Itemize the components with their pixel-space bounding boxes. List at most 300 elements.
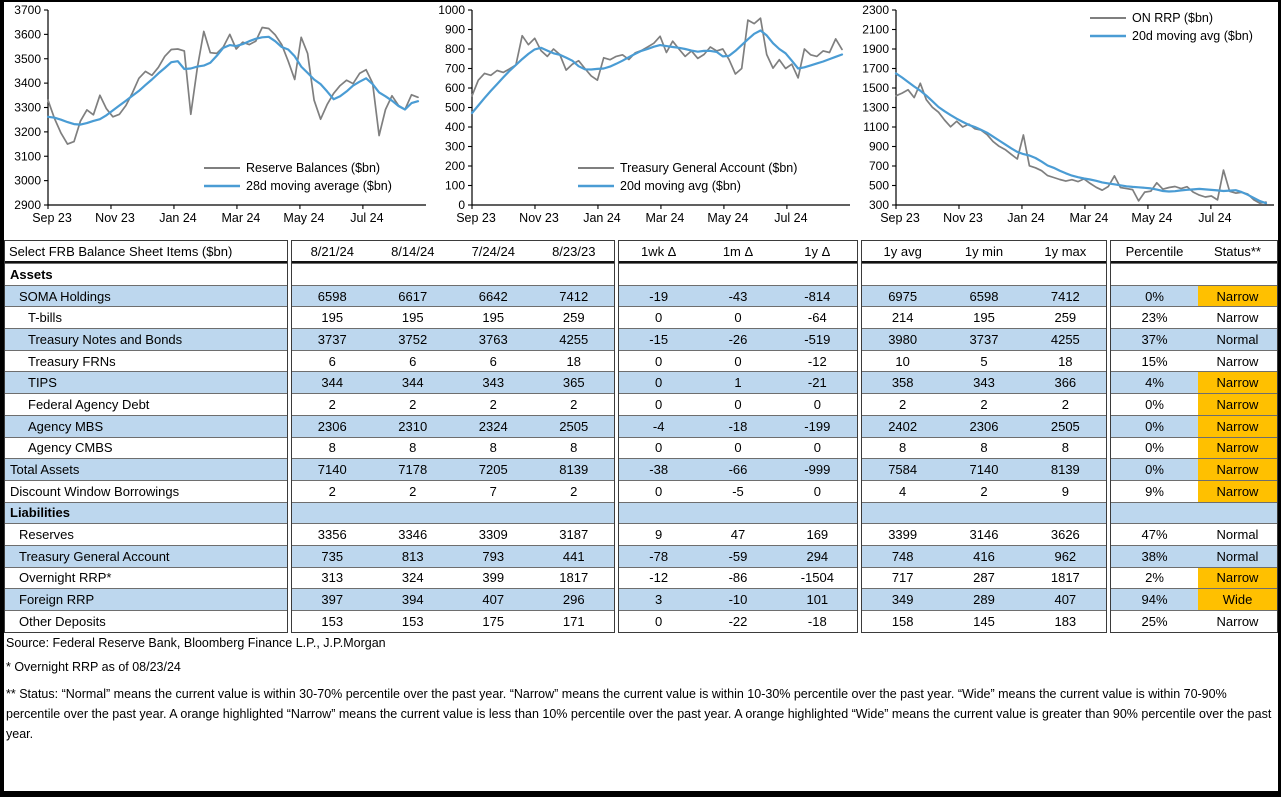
value-cell: -86 — [728, 570, 748, 586]
table-row-discount-window-borrowings — [292, 480, 614, 502]
value-cell: -78 — [649, 548, 669, 564]
value-cell: 0% — [1145, 462, 1164, 478]
value-cell: 0 — [813, 396, 821, 412]
table-row-t-bills — [292, 306, 614, 328]
x-tick-label: Mar 24 — [221, 211, 261, 225]
value-cell: 94% — [1141, 592, 1168, 608]
value-cell: 2 — [570, 483, 578, 499]
value-cell: -4 — [652, 418, 665, 434]
table-row-other-deposits — [292, 610, 614, 632]
value-cell: 259 — [562, 310, 585, 326]
table-row-federal-agency-debt — [292, 393, 614, 415]
column-header: 8/14/24 — [391, 243, 435, 259]
value-cell: 2306 — [317, 418, 347, 434]
value-cell: 6 — [409, 353, 417, 369]
status-cell: Narrow — [1198, 568, 1277, 589]
table-row-treasury-frns — [1111, 350, 1277, 372]
value-cell: 358 — [891, 375, 914, 391]
value-cell: 2402 — [888, 418, 918, 434]
table-row-agency-mbs — [292, 415, 614, 437]
table-group-stats — [861, 240, 1107, 633]
column-header: 8/23/23 — [552, 243, 596, 259]
value-cell: -64 — [807, 310, 827, 326]
value-cell: 145 — [973, 613, 995, 629]
chart-on-rrp — [852, 2, 1276, 235]
value-cell: 195 — [482, 310, 505, 326]
value-cell: 748 — [891, 548, 914, 564]
status-cell: Narrow — [1198, 416, 1277, 437]
column-header: 7/24/24 — [471, 243, 515, 259]
table-row-assets — [619, 263, 857, 285]
value-cell: 2 — [1061, 396, 1069, 412]
value-cell: 2306 — [969, 418, 999, 434]
chart-svg-reserve-balances — [4, 2, 428, 235]
value-cell: 2 — [409, 396, 417, 412]
x-tick-label: Sep 23 — [456, 211, 496, 225]
value-cell: -15 — [649, 331, 669, 347]
table-header-row — [1111, 241, 1277, 263]
value-cell: 2505 — [1050, 418, 1080, 434]
value-cell: -18 — [807, 613, 827, 629]
table-row-t-bills — [619, 306, 857, 328]
table-row-discount-window-borrowings — [619, 480, 857, 502]
table-row-agency-cmbs — [5, 437, 287, 459]
table-row-soma-holdings — [5, 285, 287, 307]
y-tick-label: 700 — [868, 159, 889, 173]
value-cell: 158 — [891, 613, 914, 629]
y-tick-label: 900 — [868, 139, 889, 154]
value-cell: 394 — [401, 592, 424, 608]
legend-label: 28d moving average ($bn) — [246, 179, 392, 193]
table-row-federal-agency-debt — [1111, 393, 1277, 415]
value-cell: -26 — [728, 331, 748, 347]
table-group-levels — [291, 240, 615, 633]
y-tick-label: 2100 — [862, 22, 889, 37]
value-cell: 7412 — [559, 288, 589, 304]
row-label: Agency CMBS — [28, 440, 113, 456]
value-cell: 343 — [482, 375, 505, 391]
column-header: Percentile — [1125, 243, 1184, 259]
y-tick-label: 3100 — [14, 149, 41, 164]
column-header: Status** — [1214, 243, 1261, 259]
status-cell: Narrow — [1216, 353, 1259, 369]
x-tick-label: Mar 24 — [645, 211, 685, 225]
table-row-agency-cmbs — [619, 437, 857, 459]
value-cell: 3309 — [478, 527, 508, 543]
value-cell: 0 — [655, 483, 663, 499]
x-tick-label: Nov 23 — [519, 211, 559, 225]
value-cell: 18 — [566, 353, 581, 369]
value-cell: 6598 — [969, 288, 999, 304]
value-cell: 813 — [401, 548, 424, 564]
table-row-tips — [292, 371, 614, 393]
table-row-t-bills — [5, 306, 287, 328]
chart-svg-treasury-general-account — [428, 2, 852, 235]
value-cell: 397 — [321, 592, 344, 608]
value-cell: -43 — [728, 288, 748, 304]
value-cell: 2 — [899, 396, 907, 412]
value-cell: 0 — [655, 353, 663, 369]
table-row-tips — [862, 371, 1106, 393]
value-cell: 2 — [409, 483, 417, 499]
value-cell: 2505 — [559, 418, 589, 434]
value-cell: 7140 — [317, 462, 347, 478]
y-tick-label: 2300 — [862, 3, 889, 17]
value-cell: 195 — [401, 310, 424, 326]
value-cell: 7205 — [478, 462, 508, 478]
y-tick-label: 500 — [868, 178, 889, 193]
value-cell: 1817 — [1050, 570, 1080, 586]
y-tick-label: 900 — [444, 22, 465, 37]
value-cell: -10 — [728, 592, 748, 608]
row-label: Federal Agency Debt — [28, 396, 150, 412]
table-row-overnight-rrp — [862, 567, 1106, 589]
table-row-soma-holdings — [292, 285, 614, 307]
value-cell: 195 — [321, 310, 344, 326]
value-cell: 324 — [401, 570, 424, 586]
table-row-overnight-rrp — [619, 567, 857, 589]
y-tick-label: 0 — [458, 198, 465, 212]
row-label: Assets — [10, 266, 53, 282]
value-cell: 717 — [891, 570, 914, 586]
table-title: Select FRB Balance Sheet Items ($bn) — [9, 243, 233, 259]
value-cell: 0% — [1145, 440, 1164, 456]
table-row-liabilities — [5, 502, 287, 524]
row-label: TIPS — [28, 375, 57, 391]
status-cell: Normal — [1216, 331, 1259, 347]
value-cell: -59 — [728, 548, 748, 564]
value-cell: 8 — [328, 440, 336, 456]
overnight-rrp-note: * Overnight RRP as of 08/23/24 — [6, 659, 181, 674]
y-tick-label: 100 — [444, 178, 465, 193]
value-cell: 15% — [1141, 353, 1168, 369]
x-tick-label: May 24 — [283, 211, 325, 225]
value-cell: 195 — [973, 310, 995, 326]
table-row-other-deposits — [862, 610, 1106, 632]
value-cell: 287 — [973, 570, 995, 586]
value-cell: -21 — [807, 375, 827, 391]
x-tick-label: Mar 24 — [1069, 211, 1109, 225]
table-row-overnight-rrp — [1111, 567, 1277, 589]
column-header: 1m Δ — [722, 243, 754, 259]
y-tick-label: 700 — [444, 61, 465, 76]
value-cell: 8 — [570, 440, 578, 456]
x-tick-label: Sep 23 — [880, 211, 920, 225]
table-row-liabilities — [862, 502, 1106, 524]
table-row-federal-agency-debt — [862, 393, 1106, 415]
value-cell: 0 — [655, 375, 663, 391]
value-cell: 4255 — [559, 331, 589, 347]
value-cell: 3737 — [969, 331, 999, 347]
x-tick-label: Jul 24 — [350, 211, 384, 225]
table-row-liabilities — [619, 502, 857, 524]
value-cell: 962 — [1054, 548, 1077, 564]
charts-row — [4, 2, 1278, 236]
legend-label: Reserve Balances ($bn) — [246, 161, 381, 175]
value-cell: 169 — [806, 527, 829, 543]
value-cell: 3399 — [888, 527, 918, 543]
value-cell: 8139 — [1050, 462, 1080, 478]
value-cell: 313 — [321, 570, 344, 586]
value-cell: 0 — [655, 613, 663, 629]
value-cell: 2 — [328, 483, 336, 499]
value-cell: -66 — [728, 462, 748, 478]
value-cell: 7412 — [1050, 288, 1080, 304]
status-cell: Wide — [1198, 589, 1277, 610]
x-tick-label: Jul 24 — [774, 211, 808, 225]
value-cell: 407 — [1054, 592, 1077, 608]
value-cell: 6 — [489, 353, 497, 369]
value-cell: 2 — [980, 483, 988, 499]
table-row-liabilities — [292, 502, 614, 524]
table-row-treasury-frns — [5, 350, 287, 372]
table-row-treasury-frns — [862, 350, 1106, 372]
status-cell: Narrow — [1216, 310, 1259, 326]
table-row-tips — [1111, 371, 1277, 393]
table-row-treasury-general-account — [862, 545, 1106, 567]
y-tick-label: 800 — [444, 42, 465, 56]
value-cell: 344 — [321, 375, 344, 391]
value-cell: 7584 — [888, 462, 918, 478]
table-row-reserves — [619, 523, 857, 545]
x-tick-label: Jan 24 — [1007, 211, 1045, 225]
value-cell: -199 — [804, 418, 831, 434]
y-tick-label: 3000 — [14, 173, 41, 188]
value-cell: 6642 — [478, 288, 508, 304]
value-cell: 101 — [806, 592, 829, 608]
status-cell: Narrow — [1198, 394, 1277, 415]
x-tick-label: Jul 24 — [1198, 211, 1232, 225]
y-tick-label: 1000 — [438, 3, 465, 17]
value-cell: 0 — [813, 483, 821, 499]
value-cell: 8 — [409, 440, 417, 456]
status-definition-note: ** Status: “Normal” means the current value is within 30-70% percentile over the past year. “Narrow” means the current value is within 10-30% percentile over the past year. “Wide” means the current value is within 70-90% percentile over the past year. A orange highlighted “Narrow” means the current value is less than 10% percentile over the past year. A orange highlighted “Wide” means the current value is greater than 90% percentile over the past year. — [6, 686, 1272, 741]
row-label: Foreign RRP — [19, 592, 95, 608]
value-cell: 366 — [1054, 375, 1077, 391]
y-tick-label: 3400 — [14, 76, 41, 91]
legend-label: Treasury General Account ($bn) — [620, 161, 798, 175]
table-row-assets — [1111, 263, 1277, 285]
value-cell: 23% — [1141, 310, 1168, 326]
table-row-discount-window-borrowings — [862, 480, 1106, 502]
chart-svg-on-rrp — [852, 2, 1276, 235]
value-cell: 47 — [730, 527, 746, 543]
table-row-treasury-general-account — [1111, 545, 1277, 567]
value-cell: 9 — [1061, 483, 1069, 499]
y-tick-label: 300 — [444, 139, 465, 154]
value-cell: 0 — [655, 396, 663, 412]
row-label: Treasury Notes and Bonds — [28, 331, 183, 347]
table-row-soma-holdings — [862, 285, 1106, 307]
table-row-other-deposits — [1111, 610, 1277, 632]
y-tick-label: 300 — [868, 198, 889, 212]
value-cell: 8 — [489, 440, 497, 456]
y-tick-label: 2900 — [14, 198, 41, 212]
table-row-federal-agency-debt — [5, 393, 287, 415]
value-cell: 183 — [1054, 613, 1077, 629]
value-cell: 47% — [1141, 527, 1168, 543]
value-cell: 0 — [813, 440, 821, 456]
table-header-row — [619, 241, 857, 263]
value-cell: 6 — [328, 353, 336, 369]
table-row-assets — [5, 263, 287, 285]
value-cell: 153 — [321, 613, 344, 629]
value-cell: 3737 — [317, 331, 347, 347]
value-cell: 2% — [1145, 570, 1164, 586]
row-label: Treasury General Account — [19, 548, 170, 564]
status-cell: Narrow — [1198, 438, 1277, 459]
table-row-tips — [5, 371, 287, 393]
y-tick-label: 3300 — [14, 100, 41, 115]
value-cell: 8 — [980, 440, 988, 456]
value-cell: 8 — [899, 440, 907, 456]
value-cell: 0 — [734, 440, 742, 456]
value-cell: 365 — [562, 375, 585, 391]
table-row-discount-window-borrowings — [1111, 480, 1277, 502]
y-tick-label: 3500 — [14, 51, 41, 66]
value-cell: -12 — [649, 570, 669, 586]
value-cell: 0 — [734, 353, 742, 369]
legend-label: 20d moving avg ($bn) — [1132, 29, 1253, 43]
value-cell: 2 — [570, 396, 578, 412]
value-cell: 171 — [562, 613, 585, 629]
row-label: Liabilities — [10, 505, 70, 521]
series-line-moving-avg — [48, 37, 418, 125]
value-cell: 175 — [482, 613, 505, 629]
status-cell: Normal — [1216, 548, 1259, 564]
y-tick-label: 500 — [444, 100, 465, 115]
value-cell: 0% — [1145, 396, 1164, 412]
value-cell: 10 — [895, 353, 910, 369]
x-tick-label: May 24 — [1131, 211, 1173, 225]
footnotes — [4, 636, 1278, 744]
row-label: T-bills — [28, 310, 62, 326]
table-header-row — [862, 241, 1106, 263]
table-row-reserves — [5, 523, 287, 545]
value-cell: 18 — [1058, 353, 1073, 369]
row-label: SOMA Holdings — [19, 288, 111, 304]
value-cell: 2310 — [398, 418, 428, 434]
table-row-foreign-rrp — [5, 588, 287, 610]
table-group-deltas — [618, 240, 858, 633]
value-cell: -999 — [804, 462, 831, 478]
column-header: 8/21/24 — [310, 243, 354, 259]
table-row-treasury-notes-and-bonds — [862, 328, 1106, 350]
value-cell: 0 — [734, 396, 742, 412]
row-label: Reserves — [19, 527, 74, 543]
table-row-agency-cmbs — [1111, 437, 1277, 459]
value-cell: 349 — [891, 592, 914, 608]
table-row-foreign-rrp — [619, 588, 857, 610]
value-cell: 793 — [482, 548, 505, 564]
value-cell: 6598 — [317, 288, 347, 304]
value-cell: 3346 — [398, 527, 428, 543]
legend-label: ON RRP ($bn) — [1132, 11, 1214, 25]
y-tick-label: 1500 — [862, 81, 889, 95]
value-cell: 2 — [489, 396, 497, 412]
column-header: 1y Δ — [804, 243, 831, 259]
value-cell: 735 — [321, 548, 344, 564]
y-tick-label: 1300 — [862, 100, 889, 115]
row-label: Other Deposits — [19, 613, 106, 629]
value-cell: 153 — [401, 613, 424, 629]
table-row-foreign-rrp — [1111, 588, 1277, 610]
table-row-foreign-rrp — [292, 588, 614, 610]
table-row-overnight-rrp — [292, 567, 614, 589]
value-cell: 8139 — [559, 462, 589, 478]
value-cell: 3146 — [969, 527, 999, 543]
value-cell: 3626 — [1050, 527, 1080, 543]
column-header: 1y min — [964, 243, 1004, 259]
table-group-status — [1110, 240, 1278, 633]
value-cell: -18 — [728, 418, 748, 434]
value-cell: 7 — [489, 483, 497, 499]
table-row-t-bills — [1111, 306, 1277, 328]
y-tick-label: 200 — [444, 159, 465, 173]
value-cell: 259 — [1054, 310, 1077, 326]
y-tick-label: 400 — [444, 120, 465, 134]
status-cell: Narrow — [1198, 481, 1277, 502]
status-cell: Narrow — [1198, 286, 1277, 307]
y-tick-label: 3200 — [14, 124, 41, 139]
x-tick-label: Nov 23 — [943, 211, 983, 225]
value-cell: 0 — [734, 310, 742, 326]
value-cell: -12 — [807, 353, 827, 369]
table-row-reserves — [292, 523, 614, 545]
value-cell: 0 — [655, 440, 663, 456]
table-row-foreign-rrp — [862, 588, 1106, 610]
table-row-treasury-general-account — [292, 545, 614, 567]
table-row-other-deposits — [619, 610, 857, 632]
y-tick-label: 3700 — [14, 3, 41, 17]
column-header: 1wk Δ — [640, 243, 677, 259]
table-row-other-deposits — [5, 610, 287, 632]
value-cell: -38 — [649, 462, 669, 478]
page-content — [4, 2, 1278, 791]
table-row-agency-cmbs — [862, 437, 1106, 459]
table-row-reserves — [862, 523, 1106, 545]
value-cell: 6975 — [888, 288, 918, 304]
value-cell: 4% — [1145, 375, 1164, 391]
table-row-soma-holdings — [619, 285, 857, 307]
table-row-agency-mbs — [862, 415, 1106, 437]
value-cell: 1817 — [559, 570, 589, 586]
y-tick-label: 1100 — [863, 120, 889, 134]
value-cell: 7178 — [398, 462, 428, 478]
value-cell: -19 — [649, 288, 669, 304]
value-cell: 9% — [1145, 483, 1164, 499]
value-cell: 0% — [1145, 418, 1164, 434]
legend-label: 20d moving avg ($bn) — [620, 179, 741, 193]
table-row-reserves — [1111, 523, 1277, 545]
value-cell: -1504 — [800, 570, 834, 586]
series-line-on-rrp — [896, 83, 1266, 203]
status-cell: Normal — [1216, 527, 1259, 543]
value-cell: 289 — [973, 592, 995, 608]
y-tick-label: 3600 — [14, 27, 41, 42]
value-cell: 3763 — [478, 331, 508, 347]
value-cell: 7140 — [969, 462, 999, 478]
status-cell: Narrow — [1198, 459, 1277, 480]
table-row-total-assets — [5, 458, 287, 480]
table-row-treasury-frns — [292, 350, 614, 372]
chart-treasury-general-account — [428, 2, 852, 235]
row-label: Overnight RRP* — [19, 570, 112, 586]
table-row-treasury-notes-and-bonds — [292, 328, 614, 350]
y-tick-label: 1900 — [862, 42, 889, 56]
x-tick-label: Jan 24 — [583, 211, 621, 225]
table-group-labels — [4, 240, 288, 633]
